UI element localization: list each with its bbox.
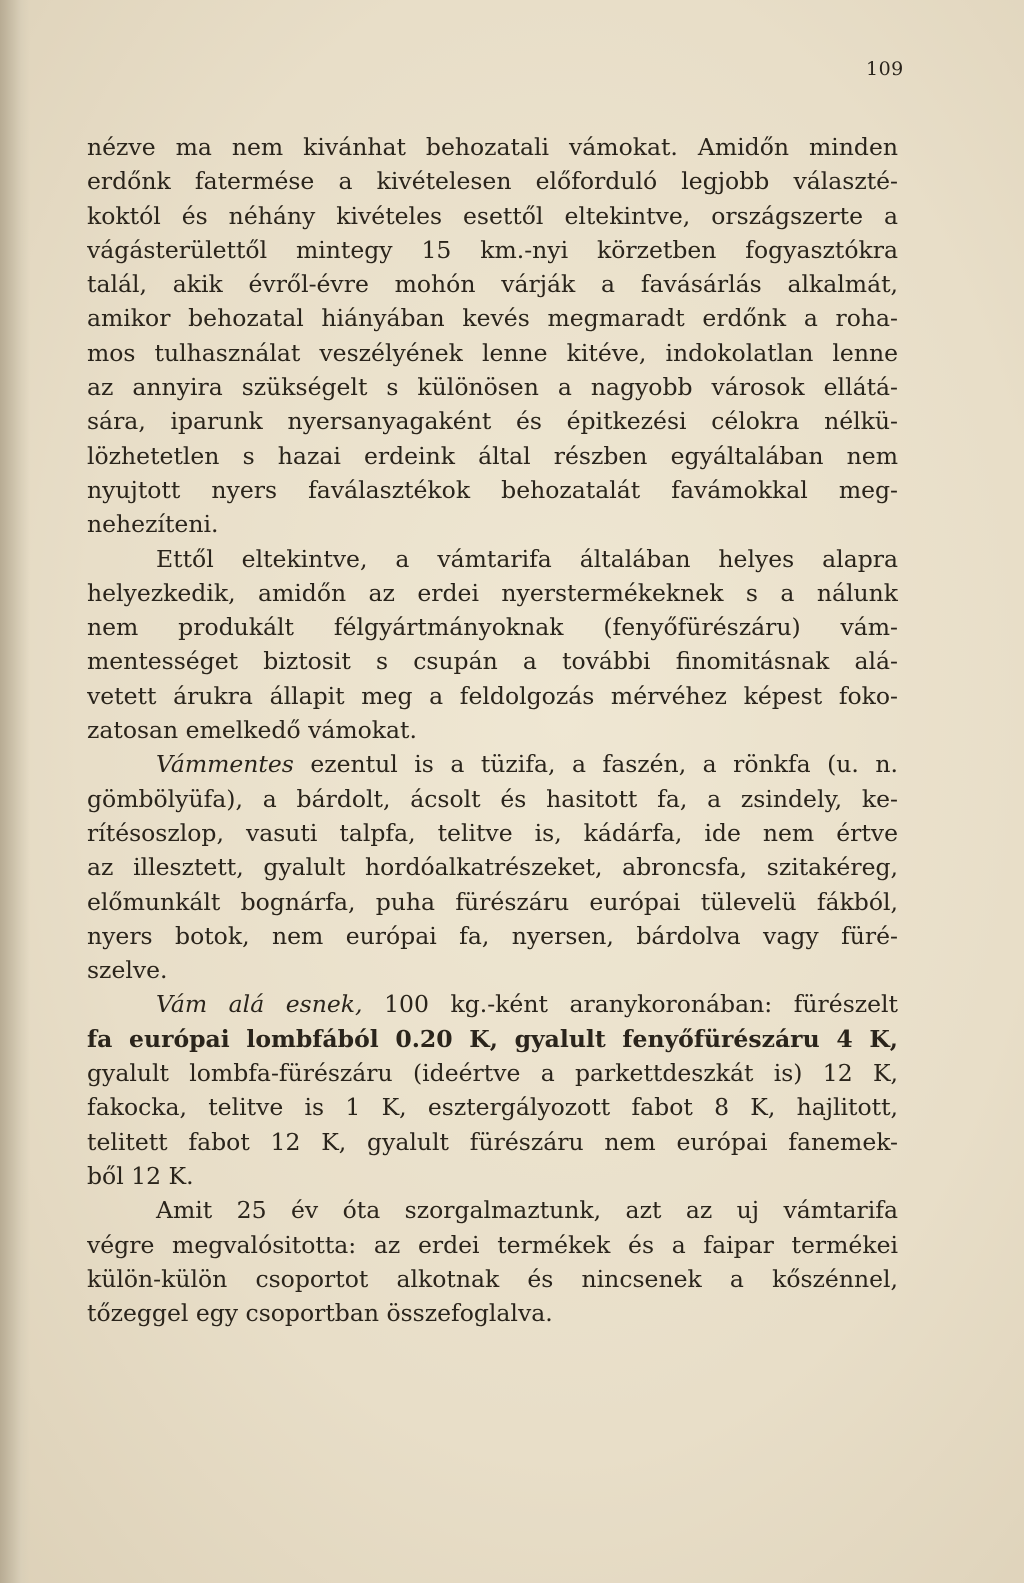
- text-line: [87, 542, 898, 576]
- text-line: [87, 576, 898, 610]
- line-text: vágásterülettől mintegy 15 km.-nyi körzetben fogyasztókra: [87, 235, 898, 264]
- italic-term: Vám alá esnek,: [156, 990, 363, 1019]
- text-line: [87, 610, 898, 644]
- line-text: végre megvalósitotta: az erdei termékek és a faipar termékei: [87, 1230, 898, 1259]
- text-line: [87, 404, 898, 438]
- text-line: [87, 919, 898, 953]
- text-line: [87, 1228, 898, 1262]
- text-line: [87, 233, 898, 267]
- line-text: Amit 25 év óta szorgalmaztunk, azt az uj vámtarifa: [156, 1196, 898, 1225]
- line-text: fakocka, telitve is 1 K, esztergályozott fabot 8 K, hajlitott,: [87, 1093, 898, 1122]
- text-line: [87, 953, 898, 987]
- text-line: [87, 507, 898, 541]
- line-text: nehezíteni.: [87, 510, 219, 539]
- text-line: [87, 1193, 898, 1227]
- text-line: [87, 439, 898, 473]
- text-line: [87, 987, 898, 1021]
- text-line: [87, 370, 898, 404]
- line-text: gyalult lombfa-fürészáru (ideértve a parkettdeszkát is) 12 K,: [87, 1059, 898, 1088]
- text-line: [87, 130, 898, 164]
- line-text: 100 kg.-ként aranykoronában: fürészelt: [362, 990, 898, 1019]
- line-text: gömbölyüfa), a bárdolt, ácsolt és hasitott fa, a zsindely, ke-: [87, 784, 898, 813]
- body-text: [87, 130, 898, 1330]
- text-line: [87, 713, 898, 747]
- text-line: [87, 850, 898, 884]
- line-text: tőzeggel egy csoportban összefoglalva.: [87, 1299, 553, 1328]
- line-text: telitett fabot 12 K, gyalult fürészáru nem európai fanemek-: [87, 1127, 898, 1156]
- line-text: az annyira szükségelt s különösen a nagyobb városok ellátá-: [87, 373, 898, 402]
- line-text: mos tulhasználat veszélyének lenne kitéve, indokolatlan lenne: [87, 338, 898, 367]
- line-text: amikor behozatal hiányában kevés megmaradt erdőnk a roha-: [87, 304, 898, 333]
- page-spine-shadow: [0, 0, 30, 1583]
- line-text: erdőnk fatermése a kivételesen előforduló legjobb választé-: [87, 167, 898, 196]
- text-line: [87, 301, 898, 335]
- page-number: 109: [866, 58, 904, 80]
- text-line: [87, 679, 898, 713]
- text-line: [87, 267, 898, 301]
- text-line: [87, 199, 898, 233]
- line-text: Ettől eltekintve, a vámtarifa általában helyes alapra: [156, 544, 898, 573]
- line-text: az illesztett, gyalult hordóalkatrészeket, abroncsfa, szitakéreg,: [87, 853, 898, 882]
- line-text: előmunkált bognárfa, puha fürészáru európai tülevelü fákból,: [87, 887, 898, 916]
- line-text: nyers botok, nem európai fa, nyersen, bárdolva vagy füré-: [87, 921, 898, 950]
- line-text: ből 12 K.: [87, 1161, 194, 1190]
- line-text: vetett árukra állapit meg a feldolgozás mérvéhez képest foko-: [87, 681, 898, 710]
- line-text: külön-külön csoportot alkotnak és nincsenek a kőszénnel,: [87, 1264, 898, 1293]
- line-text: koktól és néhány kivételes esettől eltekintve, országszerte a: [87, 201, 898, 230]
- line-text: ezentul is a tüzifa, a faszén, a rönkfa (u. n.: [293, 750, 898, 779]
- text-line: [87, 1296, 898, 1330]
- text-line: [87, 1022, 898, 1056]
- italic-term: Vámmentes: [156, 750, 294, 779]
- line-text: mentességet biztosit s csupán a további finomitásnak alá-: [87, 647, 898, 676]
- text-line: [87, 747, 898, 781]
- line-text: nyujtott nyers faválasztékok behozatalát favámokkal meg-: [87, 475, 898, 504]
- text-line: [87, 1090, 898, 1124]
- line-text: nem produkált félgyártmányoknak (fenyőfürészáru) vám-: [87, 613, 898, 642]
- line-text: lözhetetlen s hazai erdeink által részben egyáltalában nem: [87, 441, 898, 470]
- text-line: [87, 644, 898, 678]
- text-line: [87, 1159, 898, 1193]
- text-line: [87, 1262, 898, 1296]
- line-text: szelve.: [87, 956, 168, 985]
- line-text: zatosan emelkedő vámokat.: [87, 716, 417, 745]
- line-text: nézve ma nem kivánhat behozatali vámokat. Amidőn minden: [87, 133, 898, 161]
- text-line: [87, 473, 898, 507]
- text-line: [87, 1056, 898, 1090]
- line-text: talál, akik évről-évre mohón várják a favásárlás alkalmát,: [87, 270, 898, 299]
- text-line: [87, 164, 898, 198]
- text-line: [87, 816, 898, 850]
- text-line: [87, 1125, 898, 1159]
- line-text: fa európai lombfából 0.20 K, gyalult fenyőfürészáru 4 K,: [87, 1024, 898, 1053]
- line-text: sára, iparunk nyersanyagaként és épitkezési célokra nélkü-: [87, 407, 898, 436]
- text-line: [87, 782, 898, 816]
- text-line: [87, 885, 898, 919]
- text-line: [87, 336, 898, 370]
- line-text: helyezkedik, amidőn az erdei nyerstermékeknek s a nálunk: [87, 578, 898, 607]
- line-text: rítésoszlop, vasuti talpfa, telitve is, kádárfa, ide nem értve: [87, 818, 898, 847]
